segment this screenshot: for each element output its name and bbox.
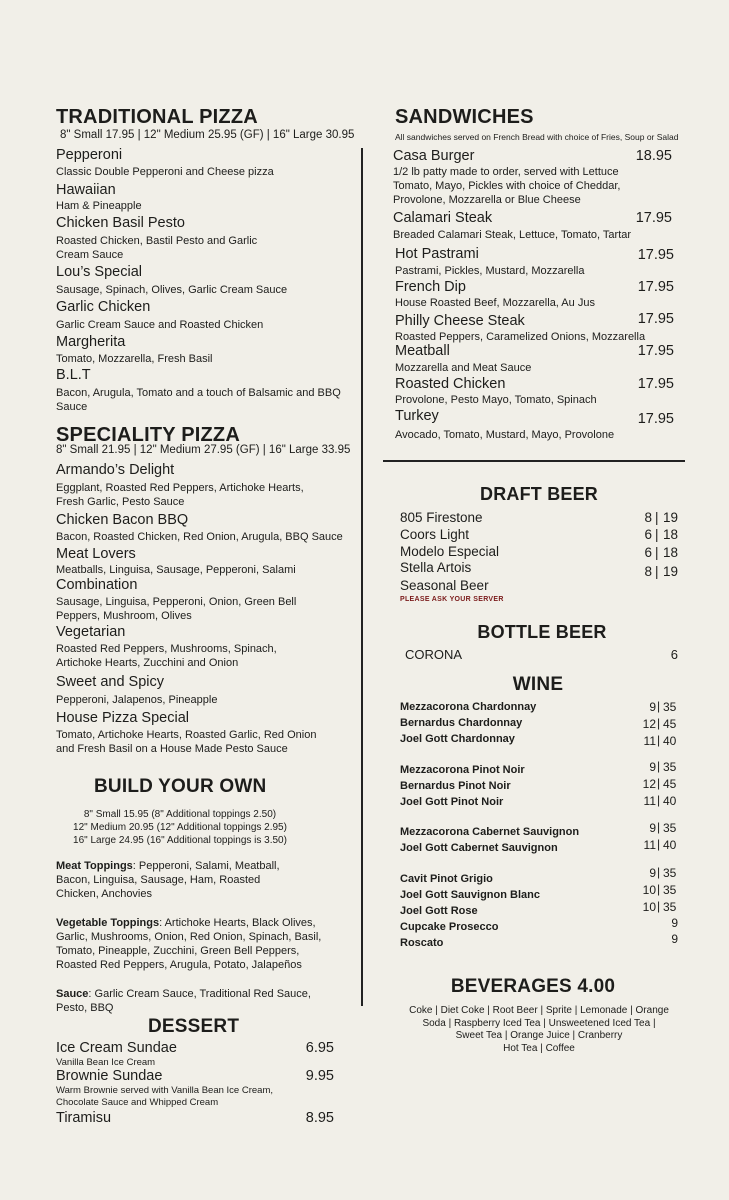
vegetable-toppings bbox=[56, 916, 331, 972]
menu-item-name: Hot Pastrami bbox=[395, 246, 479, 262]
wine-glass-price: 11 bbox=[643, 734, 656, 748]
beverages-list bbox=[383, 1005, 695, 1055]
traditional-pizza-title: TRADITIONAL PIZZA bbox=[56, 106, 258, 128]
beer-separator: | bbox=[655, 545, 659, 560]
menu-item-desc: Bacon, Arugula, Tomato and a touch of Balsamic and BBQ Sauce bbox=[56, 387, 341, 413]
build-sizes bbox=[40, 808, 320, 847]
beer-pitcher-price: 19 bbox=[663, 564, 679, 579]
menu-item-price: 17.95 bbox=[637, 247, 674, 263]
sauce-options bbox=[56, 987, 331, 1015]
build-size-line: 8" Small 15.95 (8" Additional toppings 2.50) bbox=[83, 809, 277, 820]
beverages-title: BEVERAGES 4.00 bbox=[450, 976, 616, 997]
beer-separator: | bbox=[655, 564, 659, 579]
menu-item-name: Philly Cheese Steak bbox=[395, 313, 525, 329]
wine-separator: | bbox=[657, 793, 661, 807]
menu-item-name: Combination bbox=[56, 577, 138, 593]
wine-separator: | bbox=[657, 882, 661, 896]
bottle-beer-title: BOTTLE BEER bbox=[477, 622, 607, 642]
menu-item-desc: Pepperoni, Jalapenos, Pineapple bbox=[56, 694, 218, 706]
beverage-line: Soda | Raspberry Iced Tea | Unsweetened Iced Tea | bbox=[422, 1017, 656, 1029]
menu-item-desc: Pastrami, Pickles, Mustard, Mozzarella bbox=[395, 265, 585, 277]
menu-item-name: Vegetarian bbox=[56, 624, 126, 640]
menu-item-desc: Roasted Chicken, Bastil Pesto and Garlic Cream Sauce bbox=[56, 235, 258, 261]
wine-name: Mezzacorona Cabernet Sauvignon bbox=[400, 826, 580, 838]
menu-item-price: 9.95 bbox=[305, 1068, 334, 1084]
menu-item-desc: Avocado, Tomato, Mustard, Mayo, Provolone bbox=[395, 429, 615, 441]
menu-item-desc: Tomato, Artichoke Hearts, Roasted Garlic, Red Onion and Fresh Basil on a House Made Pesto Sauce bbox=[56, 729, 317, 755]
wine-bottle-price: 35 bbox=[663, 700, 677, 714]
beer-name: Stella Artois bbox=[400, 560, 472, 575]
menu-item-desc: 1/2 lb patty made to order, served with Lettuce Tomato, Mayo, Pickles with choice of Cheddar, Provolone, Mozzarella or Blue Cheese bbox=[393, 166, 621, 206]
wine-separator: | bbox=[657, 899, 661, 913]
wine-bottle-price: 40 bbox=[663, 734, 677, 748]
menu-item-price: 17.95 bbox=[637, 311, 674, 327]
dessert-title: DESSERT bbox=[148, 1016, 240, 1037]
menu-item-desc: Classic Double Pepperoni and Cheese pizza bbox=[56, 166, 274, 178]
wine-name: Roscato bbox=[400, 937, 444, 949]
wine-glass-price: 9 bbox=[649, 760, 656, 774]
menu-item-name: Casa Burger bbox=[393, 148, 475, 164]
wine-name: Bernardus Chardonnay bbox=[400, 717, 523, 729]
beer-pitcher-price: 18 bbox=[663, 545, 679, 560]
wine-name: Joel Gott Sauvignon Blanc bbox=[400, 889, 540, 901]
meat-toppings-list: : Pepperoni, Salami, Meatball, Bacon, Linguisa, Sausage, Ham, Roasted Chicken, Anchovies bbox=[56, 860, 280, 900]
menu-item-desc: Eggplant, Roasted Red Peppers, Artichoke Hearts, Fresh Garlic, Pesto Sauce bbox=[56, 482, 304, 508]
menu-item-price: 17.95 bbox=[637, 279, 674, 295]
menu-item-name: Ice Cream Sundae bbox=[56, 1040, 177, 1056]
sauce-label: Sauce bbox=[56, 988, 89, 1000]
menu-item-desc: Provolone, Pesto Mayo, Tomato, Spinach bbox=[395, 394, 597, 406]
menu-item-name: Tiramisu bbox=[56, 1110, 112, 1126]
wine-glass-price: 9 bbox=[649, 821, 656, 835]
wine-separator: | bbox=[657, 699, 661, 713]
menu-item-name: Meat Lovers bbox=[56, 546, 136, 562]
column-divider bbox=[361, 148, 363, 1006]
wine-glass-price: 10 bbox=[642, 900, 656, 914]
wine-name: Cupcake Prosecco bbox=[400, 921, 499, 933]
beer-glass-price: 8 bbox=[644, 510, 652, 525]
beer-name: Coors Light bbox=[400, 527, 470, 542]
beverage-line: Hot Tea | Coffee bbox=[503, 1042, 575, 1054]
menu-item-name: French Dip bbox=[395, 279, 466, 295]
wine-separator: | bbox=[657, 733, 661, 747]
beverage-line: Coke | Diet Coke | Root Beer | Sprite | Lemonade | Orange bbox=[409, 1005, 669, 1016]
beer-glass-price: 6 bbox=[644, 545, 652, 560]
meat-toppings bbox=[56, 859, 296, 901]
bottle-beer-price: 6 bbox=[670, 647, 678, 662]
menu-item-name: Meatball bbox=[395, 343, 450, 359]
wine-separator: | bbox=[657, 716, 661, 730]
build-your-own-title: BUILD YOUR OWN bbox=[94, 776, 267, 797]
beer-pitcher-price: 19 bbox=[663, 510, 679, 525]
section-divider bbox=[383, 460, 685, 462]
menu-item-price: 6.95 bbox=[305, 1040, 334, 1056]
speciality-pizza-title: SPECIALITY PIZZA bbox=[56, 424, 240, 446]
speciality-pizza-prices: 8" Small 21.95 | 12" Medium 27.95 (GF) | 16" Large 33.95 bbox=[56, 444, 351, 456]
menu-item-desc: Sausage, Spinach, Olives, Garlic Cream Sauce bbox=[56, 284, 288, 296]
wine-glass-price: 10 bbox=[642, 883, 656, 897]
beer-separator: | bbox=[655, 510, 659, 525]
build-size-line: 16" Large 24.95 (16" Additional toppings is 3.50) bbox=[73, 835, 287, 846]
menu-item-desc: House Roasted Beef, Mozzarella, Au Jus bbox=[395, 297, 595, 309]
menu-item-name: Brownie Sundae bbox=[56, 1068, 163, 1084]
wine-bottle-price: 35 bbox=[663, 821, 677, 835]
menu-item-price: 17.95 bbox=[635, 210, 672, 226]
wine-name: Joel Gott Rose bbox=[400, 905, 478, 917]
menu-item-desc: Tomato, Mozzarella, Fresh Basil bbox=[56, 353, 213, 365]
menu-item-desc: Ham & Pineapple bbox=[56, 200, 142, 212]
wine-bottle-price: 35 bbox=[663, 760, 677, 774]
menu-item-desc: Bacon, Roasted Chicken, Red Onion, Arugula, BBQ Sauce bbox=[56, 531, 343, 543]
menu-item-name: Chicken Basil Pesto bbox=[56, 215, 185, 231]
menu-item-name: Chicken Bacon BBQ bbox=[56, 512, 189, 528]
wine-bottle-price: 45 bbox=[663, 777, 677, 791]
menu-item-name: Sweet and Spicy bbox=[56, 674, 165, 690]
beer-name: Seasonal Beer bbox=[400, 578, 489, 593]
menu-item-price: 18.95 bbox=[635, 148, 672, 164]
vegetable-toppings-label: Vegetable Toppings bbox=[56, 917, 160, 929]
menu-item-price: 17.95 bbox=[637, 411, 674, 427]
beer-glass-price: 6 bbox=[644, 527, 652, 542]
beer-glass-price: 8 bbox=[644, 564, 652, 579]
draft-beer-title: DRAFT BEER bbox=[480, 484, 598, 504]
beer-separator: | bbox=[655, 527, 659, 542]
wine-glass-price: 12 bbox=[642, 777, 656, 791]
meat-toppings-label: Meat Toppings bbox=[56, 860, 133, 872]
bottle-beer-name: CORONA bbox=[405, 647, 463, 662]
menu-item-price: 17.95 bbox=[637, 343, 674, 359]
wine-glass-price: 9 bbox=[649, 700, 656, 714]
wine-bottle-price: 35 bbox=[663, 883, 677, 897]
beverage-line: Sweet Tea | Orange Juice | Cranberry bbox=[455, 1030, 623, 1041]
menu-item-price: 8.95 bbox=[305, 1110, 334, 1126]
wine-separator: | bbox=[657, 837, 661, 851]
wine-separator: | bbox=[657, 759, 661, 773]
menu-item-desc: Roasted Red Peppers, Mushrooms, Spinach, Artichoke Hearts, Zucchini and Onion bbox=[56, 643, 277, 669]
vegetable-toppings-list: : Artichoke Hearts, Black Olives, Garlic, Mushrooms, Onion, Red Onion, Spinach, Basil, Tomato, Pineapple, Zucchini, Green Bell Peppers, Roasted Red Peppers, Arugula, Potato, Jalapeños bbox=[56, 917, 322, 971]
beer-name: 805 Firestone bbox=[400, 510, 483, 525]
seasonal-note: PLEASE ASK YOUR SERVER bbox=[400, 596, 504, 603]
menu-item-desc: Warm Brownie served with Vanilla Bean Ice Cream, Chocolate Sauce and Whipped Cream bbox=[56, 1085, 273, 1108]
wine-glass-price: 9 bbox=[671, 932, 678, 946]
wine-name: Mezzacorona Pinot Noir bbox=[400, 764, 525, 776]
menu-item-desc: Sausage, Linguisa, Pepperoni, Onion, Green Bell Peppers, Mushroom, Olives bbox=[56, 596, 297, 622]
wine-name: Joel Gott Cabernet Sauvignon bbox=[400, 842, 558, 854]
menu-item-desc: Mozzarella and Meat Sauce bbox=[395, 362, 532, 374]
menu-item-desc: Meatballs, Linguisa, Sausage, Pepperoni, Salami bbox=[56, 564, 296, 576]
sandwiches-note: All sandwiches served on French Bread with choice of Fries, Soup or Salad bbox=[395, 132, 679, 142]
menu-item-name: Lou’s Special bbox=[56, 264, 142, 280]
wine-glass-price: 9 bbox=[649, 866, 656, 880]
wine-glass-price: 11 bbox=[643, 838, 656, 852]
wine-name: Bernardus Pinot Noir bbox=[400, 780, 511, 792]
menu-item-desc: Garlic Cream Sauce and Roasted Chicken bbox=[56, 319, 264, 331]
wine-separator: | bbox=[657, 820, 661, 834]
wine-bottle-price: 35 bbox=[663, 866, 677, 880]
wine-name: Joel Gott Pinot Noir bbox=[400, 796, 504, 808]
beer-name: Modelo Especial bbox=[400, 544, 500, 559]
wine-name: Joel Gott Chardonnay bbox=[400, 733, 515, 745]
wine-bottle-price: 40 bbox=[663, 838, 677, 852]
wine-separator: | bbox=[657, 865, 661, 879]
menu-item-name: Turkey bbox=[395, 408, 439, 424]
wine-bottle-price: 45 bbox=[663, 717, 677, 731]
menu-item-name: B.L.T bbox=[56, 367, 91, 383]
menu-item-desc: Breaded Calamari Steak, Lettuce, Tomato, Tartar bbox=[393, 229, 632, 241]
menu-item-desc: Roasted Peppers, Caramelized Onions, Mozzarella bbox=[395, 331, 646, 343]
beer-pitcher-price: 18 bbox=[663, 527, 679, 542]
sandwiches-title: SANDWICHES bbox=[395, 106, 534, 128]
menu-item-name: Pepperoni bbox=[56, 147, 123, 163]
sauce-list: : Garlic Cream Sauce, Traditional Red Sauce, Pesto, BBQ bbox=[56, 988, 311, 1014]
wine-name: Cavit Pinot Grigio bbox=[400, 873, 493, 885]
menu-item-name: Armando’s Delight bbox=[56, 462, 175, 478]
wine-bottle-price: 40 bbox=[663, 794, 677, 808]
build-size-line: 12" Medium 20.95 (12" Additional toppings 2.95) bbox=[73, 822, 287, 833]
menu-item-name: House Pizza Special bbox=[56, 710, 189, 726]
wine-glass-price: 12 bbox=[642, 717, 656, 731]
wine-bottle-price: 35 bbox=[663, 900, 677, 914]
menu-item-name: Roasted Chicken bbox=[395, 376, 506, 392]
menu-item-name: Margherita bbox=[56, 334, 126, 350]
menu-item-desc: Vanilla Bean Ice Cream bbox=[56, 1057, 156, 1068]
wine-separator: | bbox=[657, 776, 661, 790]
menu-item-price: 17.95 bbox=[637, 376, 674, 392]
wine-name: Mezzacorona Chardonnay bbox=[400, 701, 537, 713]
wine-title: WINE bbox=[512, 674, 564, 695]
wine-glass-price: 9 bbox=[671, 916, 678, 930]
wine-glass-price: 11 bbox=[643, 794, 656, 808]
traditional-pizza-prices: 8" Small 17.95 | 12" Medium 25.95 (GF) | 16" Large 30.95 bbox=[60, 129, 355, 141]
menu-item-name: Calamari Steak bbox=[393, 210, 493, 226]
menu-item-name: Hawaiian bbox=[56, 182, 116, 198]
menu-item-name: Garlic Chicken bbox=[56, 299, 151, 315]
